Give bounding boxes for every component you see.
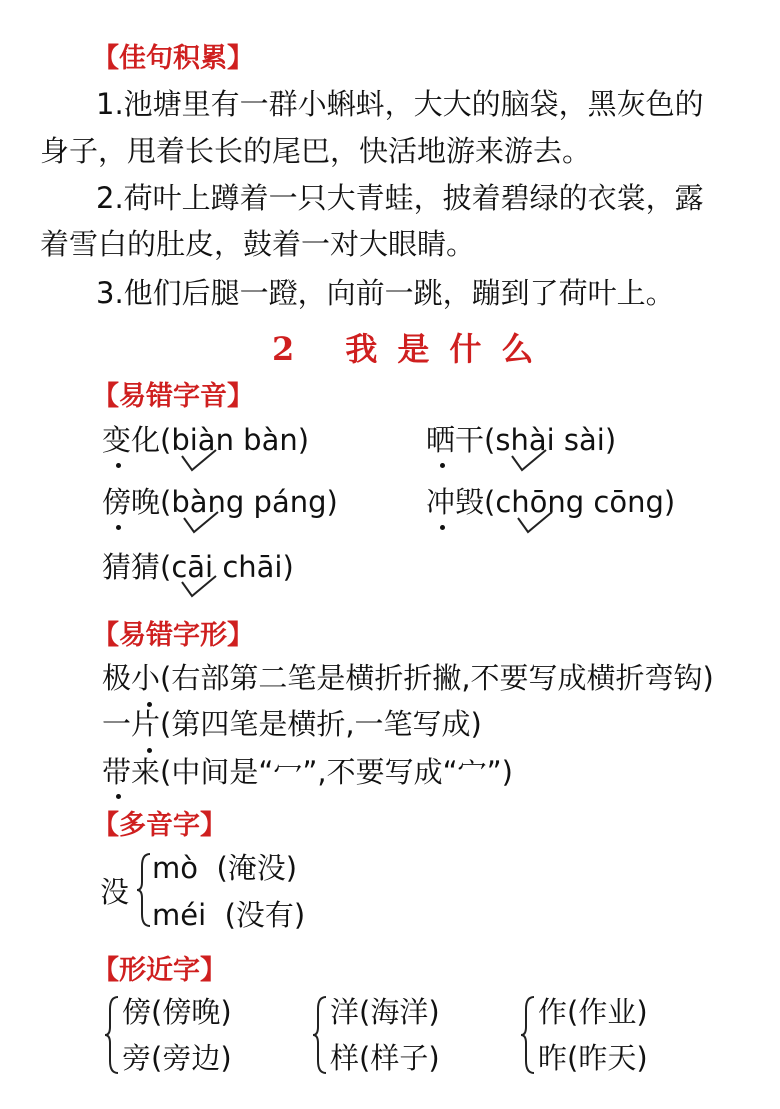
emphasis-dot: [116, 525, 121, 530]
check-mark-icon: [182, 510, 222, 536]
sentence-2-line-2: 着雪白的肚皮，鼓着一对大眼睛。: [40, 227, 476, 261]
brace-icon: [312, 995, 328, 1075]
pron-word: 猜猜: [102, 550, 161, 584]
similar-char-b: 样(样子): [330, 1041, 440, 1075]
brace-icon: [520, 995, 536, 1075]
emphasis-dot: [116, 463, 121, 468]
sentence-2-line-1: 2.荷叶上蹲着一只大青蛙，披着碧绿的衣裳，露: [96, 181, 704, 215]
polyphone-reading-mo: mò (淹没): [152, 851, 298, 885]
section-header-yicuo-yin: 【易错字音】: [92, 381, 254, 412]
sentence-1-line-2: 身子，甩着长长的尾巴，快活地游来游去。: [40, 134, 592, 168]
pron-pinyin: biàn bàn: [171, 423, 298, 457]
check-mark-icon: [516, 510, 556, 536]
pron-word: 变化: [102, 423, 161, 457]
brace-icon: [136, 852, 152, 928]
pron-word: 冲毁: [426, 485, 485, 519]
polyphone-char: 没: [100, 875, 130, 909]
similar-char-b: 旁(旁边): [122, 1041, 232, 1075]
emphasis-dot: [116, 794, 121, 799]
similar-char-a: 傍(傍晚): [122, 995, 232, 1029]
pron-pinyin: bàng páng: [171, 485, 327, 519]
pron-item-caicai: 猜猜(cāi chāi): [102, 550, 294, 584]
pron-item-bianhua: 变化(biàn bàn): [102, 423, 310, 457]
section-header-duoyin: 【多音字】: [92, 810, 227, 841]
pron-item-chonghui: 冲毁(chōng cōng): [426, 485, 676, 519]
brace-icon: [104, 995, 120, 1075]
emphasis-dot: [440, 525, 445, 530]
check-mark-icon: [510, 448, 550, 474]
similar-char-b: 昨(昨天): [538, 1041, 648, 1075]
form-line-jixiao: 极小(右部第二笔是横折折撇,不要写成横折弯钩): [102, 661, 714, 695]
pron-word: 晒干: [426, 423, 485, 457]
pron-pinyin: chōng cōng: [495, 485, 664, 519]
check-mark-icon: [180, 448, 220, 474]
polyphone-reading-mei: méi (没有): [152, 898, 306, 932]
pron-item-shaigan: 晒干(shài sài): [426, 423, 617, 457]
section-header-jiaju: 【佳句积累】: [92, 43, 254, 74]
sentence-1-line-1: 1.池塘里有一群小蝌蚪，大大的脑袋，黑灰色的: [96, 87, 704, 121]
pron-word: 傍晚: [102, 485, 161, 519]
check-mark-icon: [180, 574, 220, 600]
pron-pinyin: shài sài: [495, 423, 605, 457]
form-line-yipian: 一片(第四笔是横折,一笔写成): [102, 707, 482, 741]
similar-char-a: 洋(海洋): [330, 995, 440, 1029]
lesson-title: 2 我是什么: [272, 330, 554, 368]
pron-item-bangwan: 傍晚(bàng páng): [102, 485, 338, 519]
form-line-dailai: 带来(中间是“冖”,不要写成“宀”): [102, 755, 513, 789]
pron-pinyin: cāi chāi: [171, 550, 283, 584]
section-header-yicuo-xing: 【易错字形】: [92, 620, 254, 651]
sentence-3: 3.他们后腿一蹬，向前一跳，蹦到了荷叶上。: [96, 276, 675, 310]
similar-char-a: 作(作业): [538, 995, 648, 1029]
section-header-xingjin: 【形近字】: [92, 955, 227, 986]
emphasis-dot: [440, 463, 445, 468]
